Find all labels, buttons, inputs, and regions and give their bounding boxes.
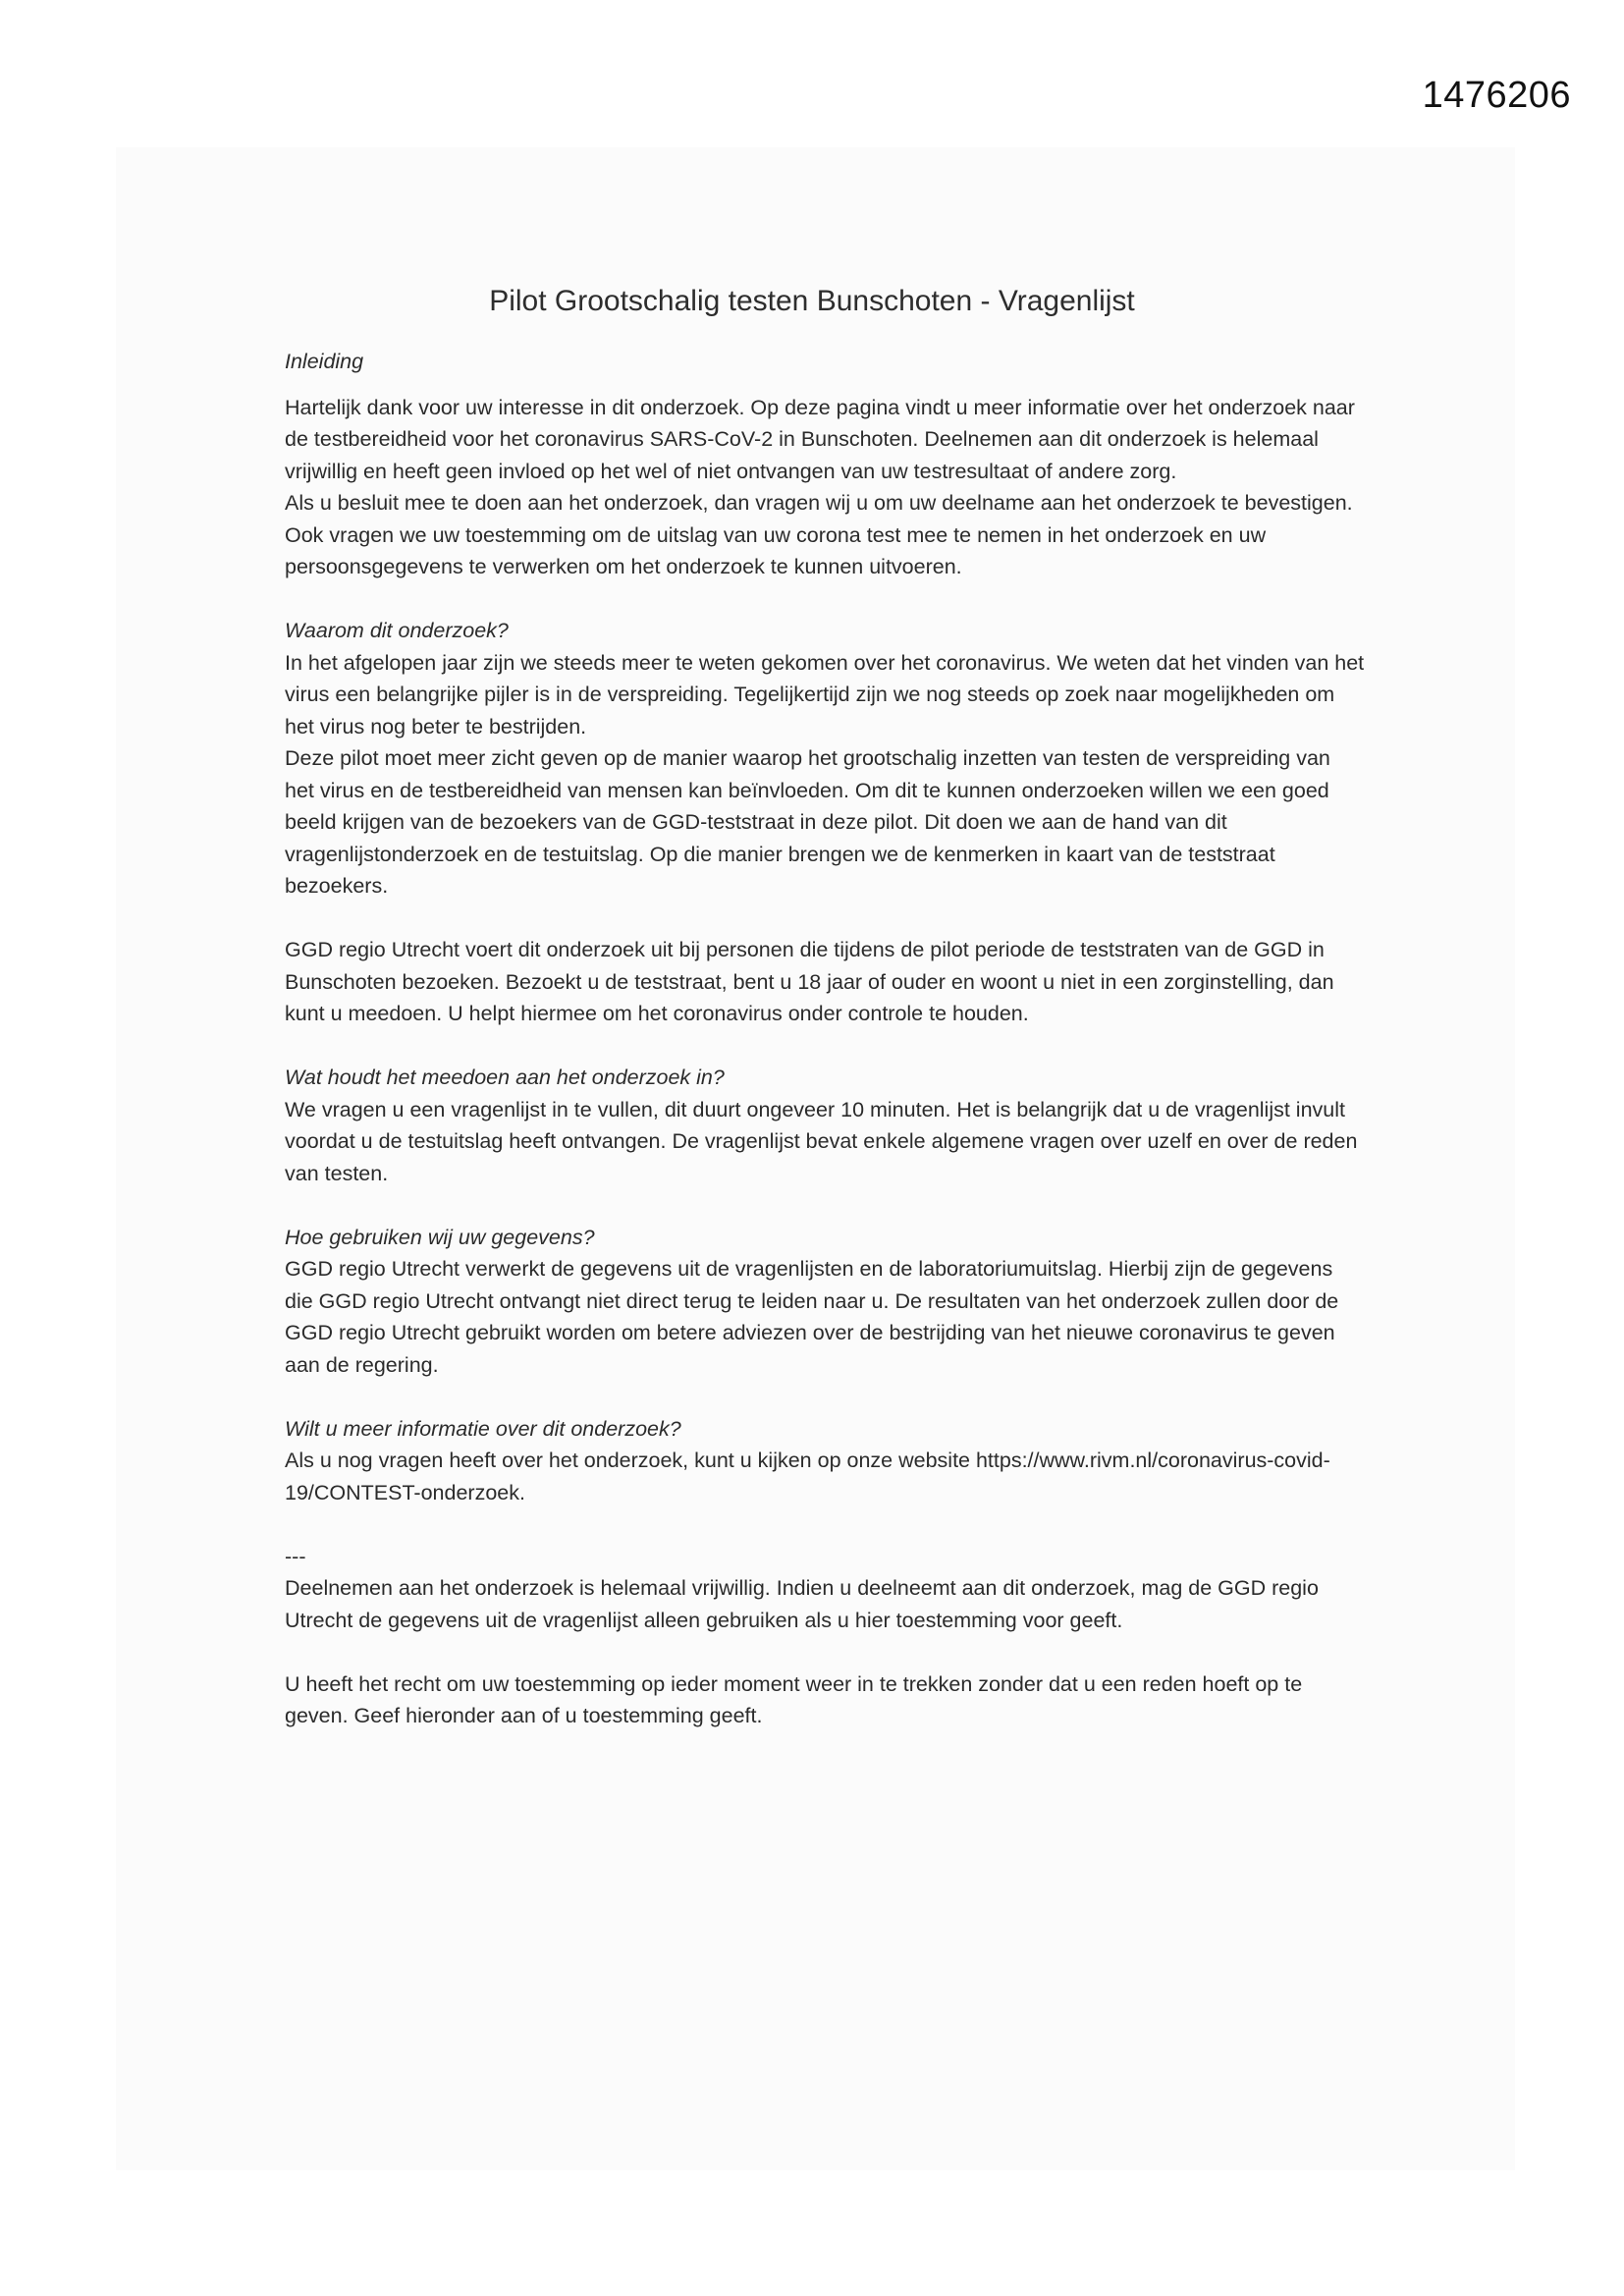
spacer — [285, 1636, 1365, 1668]
paragraph: In het afgelopen jaar zijn we steeds meer te weten gekomen over het coronavirus. We weten dat het vinden van het virus een belangrijke pijler is in de verspreiding. Tegelijkertijd zijn we nog steeds op zoek naar mogelijkheden om het virus nog beter te bestrijden. — [285, 650, 1365, 738]
document-id: 1476206 — [1422, 75, 1571, 116]
spacer — [285, 1030, 1365, 1063]
spacer — [285, 1189, 1365, 1222]
section-heading-more-info: Wilt u meer informatie over dit onderzoek? — [285, 1416, 681, 1441]
paragraph: Deze pilot moet meer zicht geven op de manier waarop het grootschalig inzetten van testen de verspreiding van het virus en de testbereidheid van mensen kan beïnvloeden. Om dit te kunnen onderzoeken willen we een goed beeld krijgen van de bezoekers van de GGD-teststraat in deze pilot. Dit doen we aan de hand van dit vragenlijstonderzoek en de testuitslag. Op die manier brengen we de kenmerken in kaart van de teststraat bezoekers. — [285, 746, 1330, 898]
paragraph: Als u besluit mee te doen aan het onderzoek, dan vragen wij u om uw deelname aan het onderzoek te bevestigen. Ook vragen we uw toestemming om de uitslag van uw corona test mee te nemen in het onderzoek en uw persoonsgegevens te verwerken om het onderzoek te kunnen uitvoeren. — [285, 491, 1353, 578]
paragraph-website: Als u nog vragen heeft over het onderzoek, kunt u kijken op onze website https://www.rivm.nl/coronavirus-covid-19/CONTEST-onderzoek. — [285, 1449, 1330, 1504]
spacer — [285, 1381, 1365, 1413]
paragraph: GGD regio Utrecht verwerkt de gegevens uit de vragenlijsten en de laboratoriumuitslag. Hierbij zijn de gegevens die GGD regio Utrecht ontvangt niet direct terug te leiden naar u. De resultaten van het onderzoek zullen door de GGD regio Utrecht gebruikt worden om betere adviezen over de bestrijding van het nieuwe coronavirus te geven aan de regering. — [285, 1257, 1339, 1377]
paragraph: GGD regio Utrecht voert dit onderzoek uit bij personen die tijdens de pilot periode de teststraten van de GGD in Bunschoten bezoeken. Bezoekt u de teststraat, bent u 18 jaar of ouder en woont u niet in een zorginstelling, dan kunt u meedoen. U helpt hiermee om het coronavirus onder controle te houden. — [285, 938, 1334, 1025]
paragraph: Deelnemen aan het onderzoek is helemaal vrijwillig. Indien u deelneemt aan dit onderzoek, mag de GGD regio Utrecht de gegevens uit de vragenlijst alleen gebruiken als u hier toestemming voor geeft. — [285, 1576, 1319, 1632]
section-heading-data-use: Hoe gebruiken wij uw gegevens? — [285, 1225, 595, 1249]
section-heading-intro: Inleiding — [285, 350, 364, 373]
paragraph: Hartelijk dank voor uw interesse in dit onderzoek. Op deze pagina vindt u meer informatie over het onderzoek naar de testbereidheid voor het coronavirus SARS-CoV-2 in Bunschoten. Deelnemen aan dit onderzoek is helemaal vrijwillig en heeft geen invloed op het wel of niet ontvangen van uw testresultaat of andere zorg. — [285, 395, 1355, 483]
paragraph: We vragen u een vragenlijst in te vullen, dit duurt ongeveer 10 minuten. Het is belangrijk dat u de vragenlijst invult voordat u de testuitslag heeft ontvangen. De vragenlijst bevat enkele algemene vragen over uzelf en over de reden van testen. — [285, 1097, 1358, 1185]
section-heading-participation: Wat houdt het meedoen aan het onderzoek in? — [285, 1066, 725, 1089]
paragraph: U heeft het recht om uw toestemming op ieder moment weer in te trekken zonder dat u een reden hoeft op te geven. Geef hieronder aan of u toestemming geeft. — [285, 1671, 1303, 1727]
spacer — [285, 1508, 1365, 1541]
spacer — [285, 378, 1365, 392]
spacer — [285, 902, 1365, 935]
document-body — [285, 346, 1365, 1732]
page-title: Pilot Grootschalig testen Bunschoten - Vragenlijst — [489, 285, 1135, 317]
spacer — [285, 583, 1365, 616]
section-heading-why: Waarom dit onderzoek? — [285, 619, 509, 642]
separator: --- — [285, 1544, 306, 1568]
